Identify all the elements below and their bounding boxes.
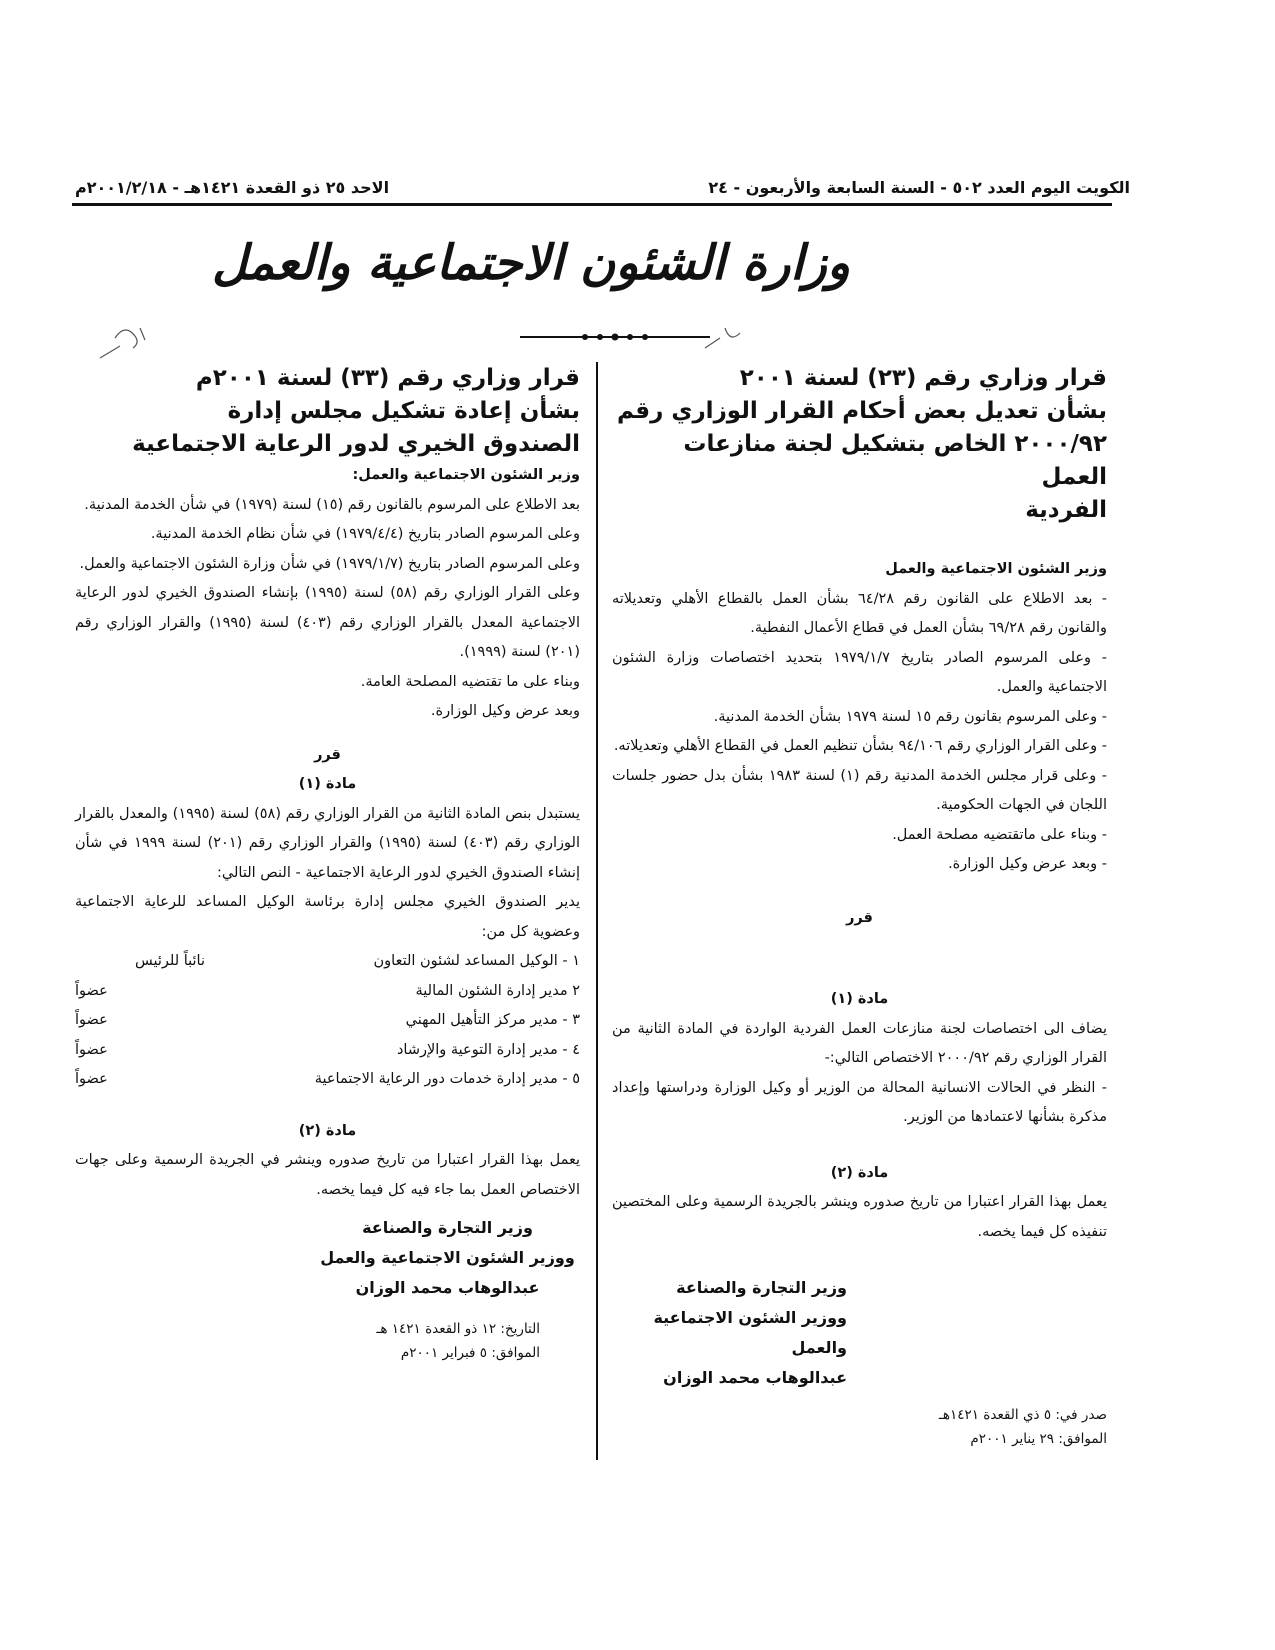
corresponding-date: الموافق: ٥ فبراير ٢٠٠١م (400, 1345, 540, 1361)
member-role: عضواً (75, 1012, 108, 1028)
member-name: مدير مركز التأهيل المهني (405, 1012, 558, 1028)
preamble-clause: - وعلى قرار مجلس الخدمة المدنية رقم (١) لسنة ١٩٨٣ بشأن بدل حضور جلسات اللجان في الجهات الحكومية. (612, 767, 1107, 813)
article-1-heading: مادة (١) (298, 776, 357, 792)
preamble-clause: - وعلى المرسوم الصادر بتاريخ ١٩٧٩/١/٧ بتحديد اختصاصات وزارة الشئون الاجتماعية والعمل. (612, 649, 1108, 695)
member-role: عضواً (75, 1071, 108, 1087)
title-line: الفردية (1025, 497, 1107, 523)
article-2-heading: مادة (٢) (298, 1122, 357, 1139)
preamble-clause: - وعلى القرار الوزاري رقم ٩٤/١٠٦ بشأن تنظيم العمل في القطاع الأهلي وتعديلاته. (613, 738, 1107, 754)
member-role: عضواً (75, 1041, 108, 1058)
preamble-clause: - وبعد عرض وكيل الوزارة. (948, 856, 1107, 872)
preamble-clause: وعلى المرسوم الصادر بتاريخ (١٩٧٩/٤/٤) في شأن نظام الخدمة المدنية. (150, 526, 580, 542)
decided-heading: قرر (846, 909, 873, 926)
signature-line: ووزير الشئون الاجتماعية والعمل (320, 1248, 575, 1267)
title-line: ٢٠٠٠/٩٢ الخاص بتشكيل لجنة منازعات العمل (683, 431, 1107, 490)
ministry-masthead: وزارة الشئون الاجتماعية والعمل (212, 235, 850, 291)
member-name: مدير إدارة خدمات دور الرعاية الاجتماعية (314, 1071, 558, 1087)
signature-line: وزير التجارة والصناعة (676, 1278, 847, 1297)
preamble-clause: وبعد عرض وكيل الوزارة. (430, 703, 580, 719)
preamble-clause: - وعلى المرسوم بقانون رقم ١٥ لسنة ١٩٧٩ بشأن الخدمة المدنية. (713, 708, 1107, 725)
page-header-issue: الكويت اليوم العدد ٥٠٢ - السنة السابعة والأربعون - ٢٤ (708, 178, 1130, 197)
member-number: ١ - (562, 953, 580, 969)
member-number: ٤ - (562, 1041, 580, 1058)
preamble-clause: وعلى المرسوم الصادر بتاريخ (١٩٧٩/١/٧) في شأن وزارة الشئون الاجتماعية والعمل. (79, 555, 580, 572)
article-2-text: يعمل بهذا القرار اعتبارا من تاريخ صدوره وينشر في الجريدة الرسمية وعلى جهات الاختصاص العمل بما جاء فيه كل فيما يخصه. (75, 1152, 580, 1198)
signature-block (612, 1273, 847, 1393)
title-line: قرار وزاري رقم (٣٣) لسنة ٢٠٠١م (195, 365, 580, 391)
member-number: ٥ - (562, 1071, 580, 1087)
article-1-text: يضاف الى اختصاصات لجنة منازعات العمل الفردية الواردة في المادة الثانية من القرار الوزاري رقم ٢٠٠٠/٩٢ الاختصاص التالي:- (612, 1020, 1107, 1066)
title-line: بشأن تعديل بعض أحكام القرار الوزاري رقم (617, 398, 1107, 424)
signature-line: عبدالوهاب محمد الوزان (663, 1368, 847, 1387)
preamble-clause: بعد الاطلاع على المرسوم بالقانون رقم (١٥) لسنة (١٩٧٩) في شأن الخدمة المدنية. (84, 496, 580, 513)
member-row (75, 1065, 580, 1095)
decided-heading: قرر (314, 746, 341, 763)
member-row (75, 947, 580, 977)
decree-33-title (75, 362, 580, 461)
member-row (75, 977, 580, 1007)
title-line: قرار وزاري رقم (٢٣) لسنة ٢٠٠١ (739, 365, 1107, 391)
issued-date: صدر في: ٥ ذي القعدة ١٤٢١هـ (938, 1407, 1107, 1423)
member-row (75, 1036, 580, 1066)
member-name: مدير إدارة التوعية والإرشاد (396, 1041, 558, 1058)
preamble-clause: وعلى القرار الوزاري رقم (٥٨) لسنة (١٩٩٥) بإنشاء الصندوق الخيري لدور الرعاية الاجتماعية المعدل بالقرار الوزاري رقم (٤٠٣) لسنة (١٩٩٥) والقرار الوزاري رقم (٢٠١) لسنة (١٩٩٩). (75, 585, 580, 660)
corresponding-date: الموافق: ٢٩ يناير ٢٠٠١م (970, 1431, 1107, 1447)
minister-heading: وزير الشئون الاجتماعية والعمل (885, 561, 1107, 577)
member-row (75, 1006, 580, 1036)
signature-block (315, 1213, 580, 1303)
article-1-heading: مادة (١) (830, 991, 889, 1007)
preamble-clause: وبناء على ما تقتضيه المصلحة العامة. (360, 673, 580, 690)
article-1-text-continued: يدير الصندوق الخيري مجلس إدارة برئاسة الوكيل المساعد للرعاية الاجتماعية وعضوية كل من: (75, 894, 580, 940)
title-line: بشأن إعادة تشكيل مجلس إدارة (227, 398, 580, 424)
header-rule (72, 203, 1112, 206)
article-2-heading: مادة (٢) (830, 1164, 889, 1181)
handwritten-mark-icon (95, 318, 165, 368)
article-1-item: - النظر في الحالات الانسانية المحالة من الوزير أو وكيل الوزارة ودراستها وإعداد مذكرة بشأنها لاعتمادها من الوزير. (612, 1079, 1107, 1125)
signature-line: عبدالوهاب محمد الوزان (355, 1278, 540, 1297)
signature-line: ووزير الشئون الاجتماعية والعمل (653, 1308, 847, 1357)
page-header-date: الاحد ٢٥ ذو القعدة ١٤٢١هـ - ٢٠٠١/٢/١٨م (75, 178, 390, 197)
member-role: عضواً (75, 982, 108, 999)
article-1-text: يستبدل بنص المادة الثانية من القرار الوزاري رقم (٥٨) لسنة (١٩٩٥) والمعدل بالقرار الوزاري رقم (٤٠٣) لسنة (١٩٩٥) والقرار الوزاري رقم (٢٠١) لسنة ١٩٩٩ في شأن إنشاء الصندوق الخيري لدور الرعاية الاجتماعية - النص التالي: (75, 805, 580, 881)
member-name: مدير إدارة الشئون المالية (415, 982, 568, 999)
signature-line: وزير التجارة والصناعة (362, 1218, 533, 1237)
masthead-ornament-icon (520, 332, 710, 342)
decree-23-column (612, 362, 1107, 1451)
member-number: ٣ - (562, 1012, 580, 1028)
member-role: نائباً للرئيس (135, 953, 206, 969)
member-number: ٢ (572, 982, 580, 999)
board-members-list (75, 947, 580, 1095)
preamble-clause: - بعد الاطلاع على القانون رقم ٦٤/٢٨ بشأن العمل بالقطاع الأهلي وتعديلاته والقانون رقم ٦٩/٢٨ بشأن العمل في قطاع الأعمال النفطية. (612, 590, 1108, 636)
decree-23-title (612, 362, 1107, 527)
article-2-text: يعمل بهذا القرار اعتبارا من تاريخ صدوره وينشر بالجريدة الرسمية وعلى المختصين تنفيذه كل فيما يخصه. (612, 1194, 1107, 1240)
preamble-clause: - وبناء على ماتقتضيه مصلحة العمل. (892, 826, 1107, 843)
handwritten-mark-icon (700, 318, 750, 358)
decree-date: التاريخ: ١٢ ذو القعدة ١٤٢١ هـ (376, 1321, 540, 1337)
column-divider (596, 362, 598, 1460)
member-name: الوكيل المساعد لشئون التعاون (373, 953, 558, 969)
title-line: الصندوق الخيري لدور الرعاية الاجتماعية (132, 431, 580, 457)
minister-heading: وزير الشئون الاجتماعية والعمل: (352, 467, 580, 483)
decree-33-column (75, 362, 580, 1365)
